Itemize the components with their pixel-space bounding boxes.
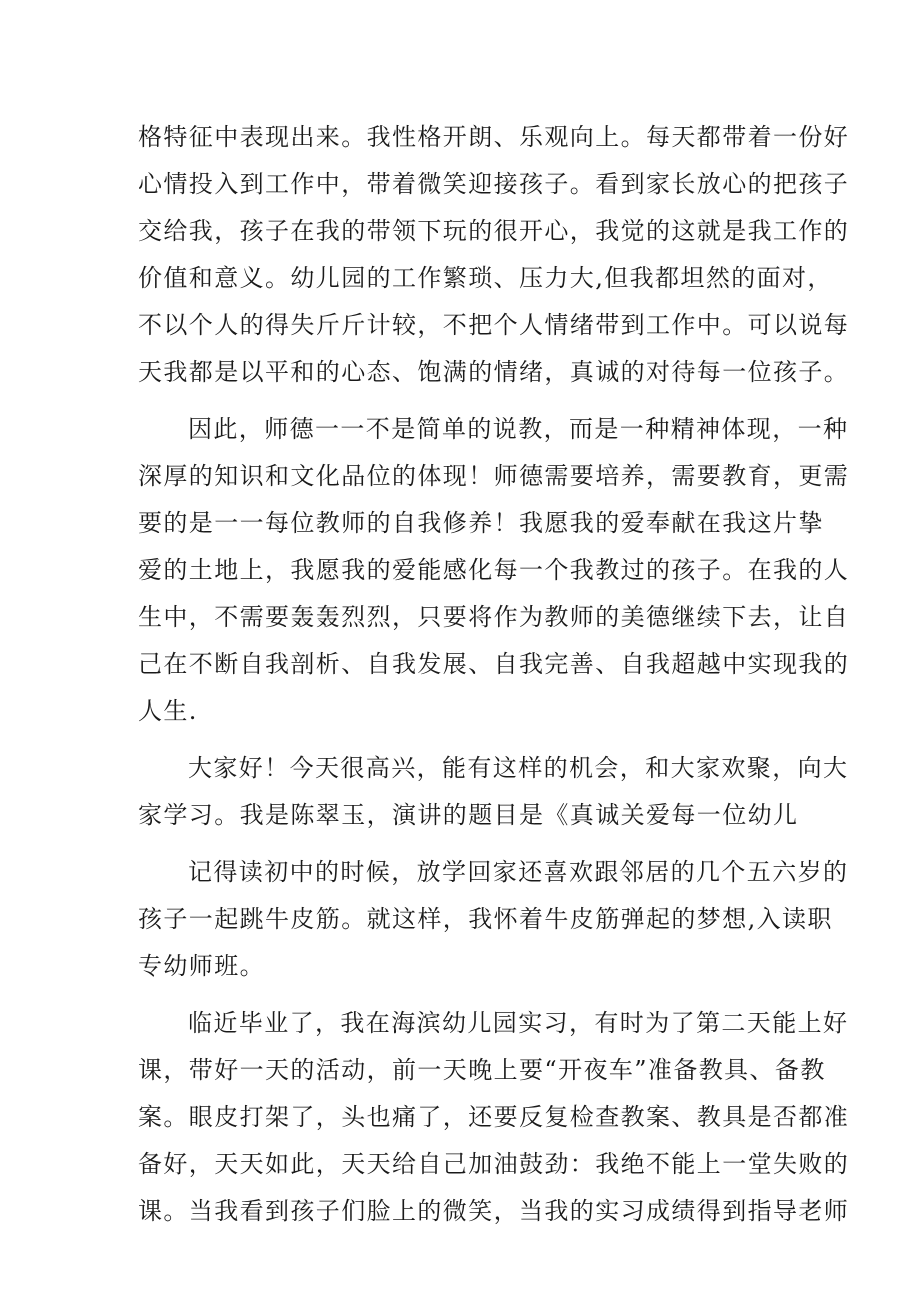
- text-line: 天我都是以平和的心态、饱满的情绪，真诚的对待每一位孩子。: [138, 358, 850, 386]
- text-line: 生中，不需要轰轰烈烈，只要将作为教师的美德继续下去，让自: [138, 603, 850, 631]
- text-line: 格特征中表现出来。我性格开朗、乐观向上。每天都带着一份好: [138, 123, 850, 151]
- text-line: 专幼师班。: [138, 952, 265, 980]
- text-line: 价值和意义。幼儿园的工作繁琐、压力大,但我都坦然的面对，: [138, 264, 833, 292]
- paragraph-start-line: 因此，师德一一不是简单的说教，而是一种精神体现，一种: [188, 415, 849, 443]
- text-line: 要的是一一每位教师的自我修养！我愿我的爱奉献在我这片挚: [138, 509, 824, 537]
- text-line: 家学习。我是陈翠玉，演讲的题目是《真诚关爱每一位幼儿: [138, 801, 799, 829]
- text-line: 深厚的知识和文化品位的体现！师德需要培养，需要教育，更需: [138, 462, 850, 490]
- text-line: 交给我，孩子在我的带领下玩的很开心，我觉的这就是我工作的: [138, 217, 850, 245]
- text-line: 心情投入到工作中，带着微笑迎接孩子。看到家长放心的把孩子: [138, 170, 850, 198]
- paragraph-start-line: 记得读初中的时候，放学回家还喜欢跟邻居的几个五六岁的: [188, 858, 849, 886]
- text-line: 人生.: [138, 697, 198, 725]
- text-line: 课。当我看到孩子们脸上的微笑，当我的实习成绩得到指导老师: [138, 1197, 850, 1225]
- text-line: 己在不断自我剖析、自我发展、自我完善、自我超越中实现我的: [138, 650, 850, 678]
- text-line: 不以个人的得失斤斤计较，不把个人情绪带到工作中。可以说每: [138, 311, 850, 339]
- text-line: 案。眼皮打架了，头也痛了，还要反复检查教案、教具是否都准: [138, 1103, 850, 1131]
- paragraph-start-line: 临近毕业了，我在海滨幼儿园实习，有时为了第二天能上好: [188, 1009, 849, 1037]
- text-line: 孩子一起跳牛皮筋。就这样，我怀着牛皮筋弹起的梦想,入读职: [138, 905, 833, 933]
- body-text: [138, 114, 850, 1235]
- text-line: 课，带好一天的活动，前一天晚上要“开夜车”准备教具、备教: [138, 1056, 826, 1084]
- paragraph-start-line: 大家好！今天很高兴，能有这样的机会，和大家欢聚，向大: [188, 754, 849, 782]
- text-line: 备好，天天如此，天天给自己加油鼓劲：我绝不能上一堂失败的: [138, 1150, 850, 1178]
- text-line: 爱的土地上，我愿我的爱能感化每一个我教过的孩子。在我的人: [138, 556, 850, 584]
